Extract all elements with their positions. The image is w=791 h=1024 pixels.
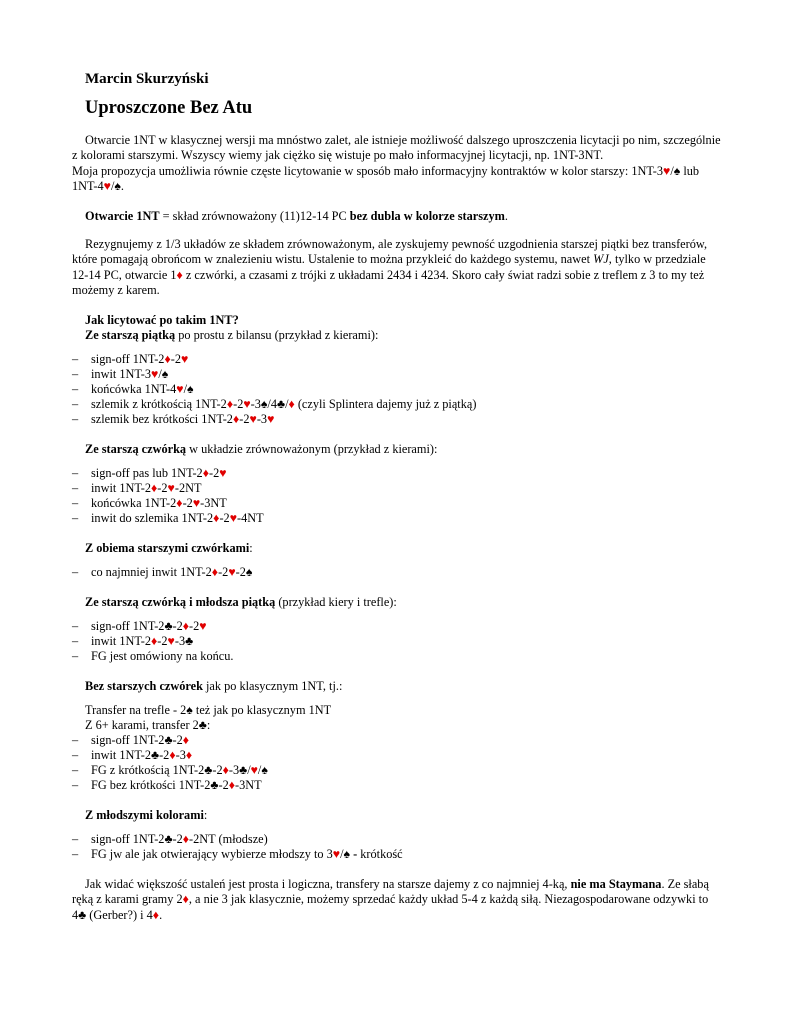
list-item: – FG jw ale jak otwierający wybierze młodszy to 3♥/♠ - krótkość [72, 847, 403, 861]
list-item: – inwit do szlemika 1NT-2♦-2♥-4NT [72, 511, 264, 525]
text-line: Z 6+ karami, transfer 2♣: [85, 718, 211, 732]
heart-icon: ♥ [180, 352, 189, 366]
list-item: – sign-off 1NT-2♣-2♦-2♥ [72, 619, 207, 633]
section-heading: Ze starszą czwórką w układzie zrównoważonym (przykład z kierami): [85, 442, 438, 456]
diamond-icon: ♦ [226, 397, 234, 411]
intro-paragraph: Otwarcie 1NT w klasycznej wersji ma mnóstwo zalet, ale istnieje możliwość dalszego uproszczenia licytacji po nim, szczególnie z kolorami starszymi. Wszyscy wiemy jak ciężko się wistuje po mało informacyjnej licytacji, np. 1NT-3NT. Moja propozycja umożliwia równie częste licytowanie w sposób mało informacyjny kontraktów w kolor starszy: 1NT-3♥/♠ lub 1NT-4♥/♠. [72, 133, 721, 194]
heart-icon: ♥ [151, 367, 159, 381]
diamond-icon: ♦ [185, 748, 193, 762]
diamond-icon: ♦ [222, 763, 229, 777]
diamond-icon: ♦ [182, 832, 190, 846]
list-item: – szlemik z krótkością 1NT-2♦-2♥-3♠/4♣/♦ (czyli Splintera dajemy już z piątką) [72, 397, 477, 411]
list-item: – co najmniej inwit 1NT-2♦-2♥-2♠ [72, 565, 253, 579]
document-title: Uproszczone Bez Atu [85, 98, 253, 118]
list-item: – FG bez krótkości 1NT-2♣-2♦-3NT [72, 778, 262, 792]
diamond-icon: ♦ [288, 397, 295, 411]
section-heading: Bez starszych czwórek jak po klasycznym 1NT, tj.: [85, 679, 343, 693]
diamond-icon: ♦ [182, 619, 190, 633]
diamond-icon: ♦ [169, 748, 176, 762]
heart-icon: ♥ [167, 481, 175, 495]
list-item: – inwit 1NT-2♦-2♥-2NT [72, 481, 202, 495]
closing-paragraph: Jak widać większość ustaleń jest prosta i logiczna, transfery na starsze dajemy z co najmniej 4-ką, nie ma Staymana. Ze słabą ręką z karami gramy 2♦, a nie 3 jak klasycznie, możemy sprzedać każdy układ 5-4 z każdą siłą. Niezagospodarowane odzywki to 4♣ (Gerber?) i 4♦. [72, 877, 709, 922]
rationale-paragraph: Rezygnujemy z 1/3 układów ze składem zrównoważonym, ale zyskujemy pewność uzgodnienia starszej piątki bez transferów, które pomagają obrońcom w znalezieniu wistu. Ustalenie to można przykleić do każdego systemu, nawet WJ, tylko w przedziale 12-14 PC, otwarcie 1♦ z czwórki, a czasami z trójki z układami 2434 i 4234. Skoro cały świat radzi sobie z treflem z 3 to my też możemy z karem. [72, 237, 708, 298]
diamond-icon: ♦ [232, 412, 240, 426]
diamond-icon: ♦ [211, 565, 219, 579]
heart-icon: ♥ [663, 163, 671, 178]
list-item: – FG z krótkością 1NT-2♣-2♦-3♣/♥/♠ [72, 763, 268, 777]
text-line: Transfer na trefle - 2♠ też jak po klasycznym 1NT [85, 703, 332, 717]
heart-icon: ♥ [243, 397, 251, 411]
question-heading: Jak licytować po takim 1NT? [85, 313, 239, 327]
diamond-icon: ♦ [164, 352, 171, 366]
section-heading: Z młodszymi kolorami: [85, 808, 208, 822]
list-item: – końcówka 1NT-2♦-2♥-3NT [72, 496, 227, 510]
section-heading: Ze starszą piątką po prostu z bilansu (przykład z kierami): [85, 328, 379, 342]
heart-icon: ♥ [176, 382, 184, 396]
heart-icon: ♥ [199, 619, 207, 633]
author-name: Marcin Skurzyński [85, 71, 209, 87]
heart-icon: ♥ [229, 511, 238, 525]
heart-icon: ♥ [219, 466, 227, 480]
heart-icon: ♥ [332, 847, 341, 861]
diamond-icon: ♦ [151, 481, 158, 495]
list-item: – inwit 1NT-3♥/♠ [72, 367, 169, 381]
definition-line: Otwarcie 1NT = skład zrównoważony (11)12-14 PC bez dubla w kolorze starszym. [85, 209, 508, 223]
list-item: – inwit 1NT-2♦-2♥-3♣ [72, 634, 194, 648]
diamond-icon: ♦ [151, 634, 158, 648]
diamond-icon: ♦ [176, 496, 183, 510]
diamond-icon: ♦ [152, 907, 160, 922]
section-heading: Z obiema starszymi czwórkami: [85, 541, 253, 555]
heart-icon: ♥ [250, 763, 258, 777]
diamond-icon: ♦ [228, 778, 236, 792]
heart-icon: ♥ [228, 565, 236, 579]
heart-icon: ♥ [167, 634, 175, 648]
section-heading: Ze starszą czwórką i młodsza piątką (przykład kiery i trefle): [85, 595, 397, 609]
diamond-icon: ♦ [182, 892, 189, 907]
list-item: – szlemik bez krótkości 1NT-2♦-2♥-3♥ [72, 412, 275, 426]
diamond-icon: ♦ [182, 733, 190, 747]
list-item: – sign-off 1NT-2♣-2♦ [72, 733, 190, 747]
diamond-icon: ♦ [202, 466, 209, 480]
diamond-icon: ♦ [213, 511, 220, 525]
list-item: – FG jest omówiony na końcu. [72, 649, 234, 663]
list-item: – sign-off pas lub 1NT-2♦-2♥ [72, 466, 227, 480]
list-item: – sign-off 1NT-2♣-2♦-2NT (młodsze) [72, 832, 268, 846]
list-item: – końcówka 1NT-4♥/♠ [72, 382, 194, 396]
heart-icon: ♥ [249, 412, 257, 426]
heart-icon: ♥ [267, 412, 275, 426]
list-item: – sign-off 1NT-2♦-2♥ [72, 352, 189, 366]
list-item: – inwit 1NT-2♣-2♦-3♦ [72, 748, 193, 762]
diamond-icon: ♦ [176, 267, 183, 282]
heart-icon: ♥ [192, 496, 201, 510]
heart-icon: ♥ [103, 179, 111, 194]
